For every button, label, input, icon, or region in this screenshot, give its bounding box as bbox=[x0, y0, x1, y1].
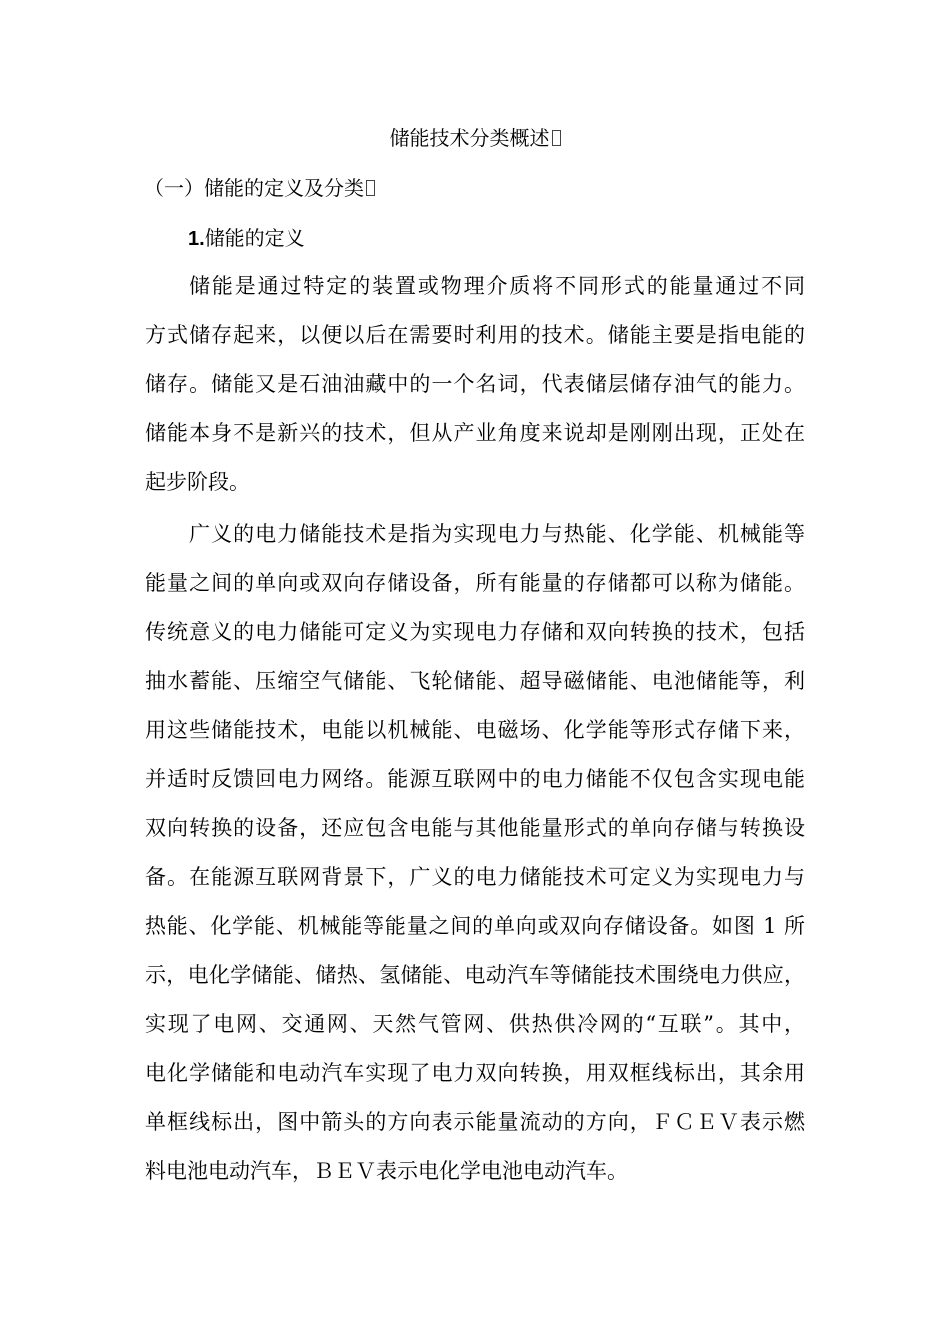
paragraph-line: 储能本身不是新兴的技术，但从产业角度来说却是刚刚出现，正处在 bbox=[145, 421, 805, 445]
subsection-heading-text: 储能的定义 bbox=[204, 226, 305, 250]
paragraph-line: 储存。储能又是石油油藏中的一个名词，代表储层储存油气的能力。 bbox=[145, 372, 805, 396]
paragraph-1 bbox=[145, 262, 805, 507]
document-title bbox=[0, 124, 950, 152]
paragraph-mark-icon bbox=[552, 130, 561, 146]
paragraph-line: 双向转换的设备，还应包含电能与其他能量形式的单向存储与转换设 bbox=[145, 816, 805, 840]
paragraph-line: 料电池电动汽车，ＢＥＶ表示电化学电池电动汽车。 bbox=[145, 1159, 628, 1183]
paragraph-line: 方式储存起来，以便以后在需要时利用的技术。储能主要是指电能的 bbox=[145, 323, 805, 347]
paragraph-mark-icon bbox=[366, 180, 375, 196]
paragraph-line: 起步阶段。 bbox=[145, 470, 250, 494]
paragraph-line: 备。在能源互联网背景下，广义的电力储能技术可定义为实现电力与 bbox=[145, 865, 805, 889]
paragraph-line: 示，电化学储能、储热、氢储能、电动汽车等储能技术围绕电力供应， bbox=[145, 963, 805, 987]
paragraph-2 bbox=[145, 510, 805, 1196]
paragraph-line: 实现了电网、交通网、天然气管网、供热供冷网的“互联”。其中， bbox=[145, 1012, 805, 1036]
subsection-number: 1. bbox=[188, 228, 205, 250]
paragraph-line: 并适时反馈回电力网络。能源互联网中的电力储能不仅包含实现电能 bbox=[145, 767, 805, 791]
paragraph-line: 抽水蓄能、压缩空气储能、飞轮储能、超导磁储能、电池储能等，利 bbox=[145, 669, 805, 693]
paragraph-line: 能量之间的单向或双向存储设备，所有能量的存储都可以称为储能。 bbox=[145, 571, 805, 595]
paragraph-line: 热能、化学能、机械能等能量之间的单向或双向存储设备。如图 1 所 bbox=[145, 914, 805, 938]
paragraph-line: 单框线标出，图中箭头的方向表示能量流动的方向，ＦＣＥＶ表示燃 bbox=[145, 1110, 805, 1134]
paragraph-line: 广义的电力储能技术是指为实现电力与热能、化学能、机械能等 bbox=[189, 522, 805, 546]
paragraph-line: 储能是通过特定的装置或物理介质将不同形式的能量通过不同 bbox=[189, 274, 805, 298]
section-heading bbox=[144, 174, 375, 202]
subsection-heading bbox=[188, 224, 305, 253]
paragraph-line: 用这些储能技术，电能以机械能、电磁场、化学能等形式存储下来， bbox=[145, 718, 805, 742]
paragraph-line: 传统意义的电力储能可定义为实现电力存储和双向转换的技术，包括 bbox=[145, 620, 805, 644]
title-text: 储能技术分类概述 bbox=[389, 126, 550, 150]
paragraph-line: 电化学储能和电动汽车实现了电力双向转换，用双框线标出，其余用 bbox=[145, 1061, 805, 1085]
section-heading-text: （一）储能的定义及分类 bbox=[144, 176, 364, 200]
